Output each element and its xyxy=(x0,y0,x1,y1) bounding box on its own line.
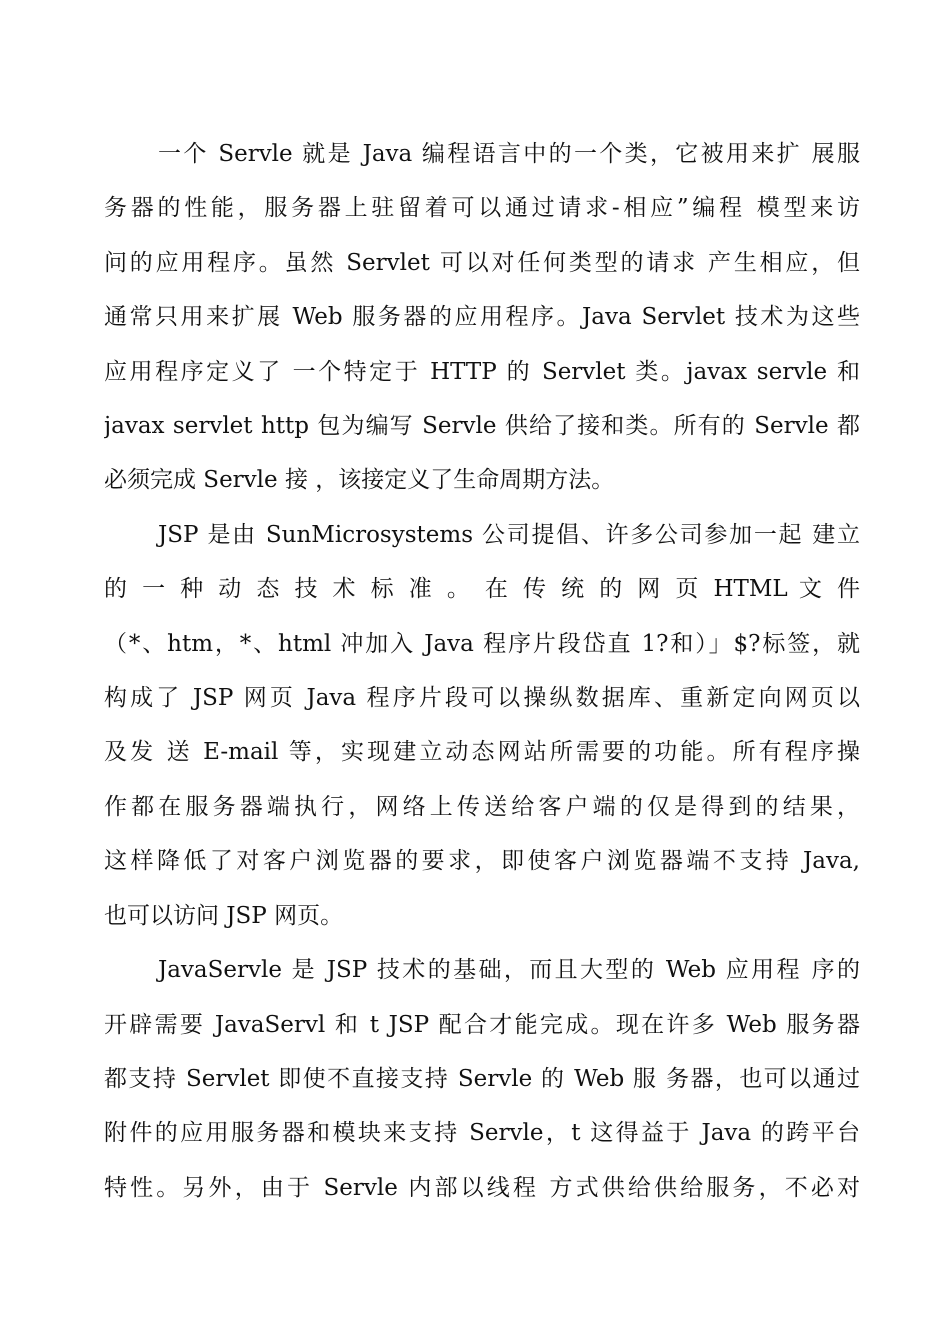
text-line: JavaServle 是 JSP 技术的基础，而且大型的 Web 应用程 序的 xyxy=(158,957,860,984)
document-body xyxy=(104,127,860,1215)
text-line: 开辟需要 JavaServl 和 t JSP 配合才能完成。现在许多 Web 服务器 xyxy=(104,1011,860,1038)
text-line: 这样降低了对客户浏览器的要求，即使客户浏览器端不支持 Java, xyxy=(104,848,860,875)
text-line: 都支持 Servlet 即使不直接支持 Servle 的 Web 服 务器，也可以通过 xyxy=(104,1065,860,1092)
paragraph-jsp-intro xyxy=(104,508,860,943)
text-line: 应用程序定义了 一个特定于 HTTP 的 Servlet 类。javax servle 和 xyxy=(104,358,860,385)
text-line: （*、htm，*、html 冲加入 Java 程序片段岱直 1?和）」$?标签，就 xyxy=(104,630,860,657)
text-line: 作都在服务器端执行，网络上传送给客户端的仅是得到的结果， xyxy=(104,793,860,820)
paragraph-javaservlet-basis xyxy=(104,943,860,1215)
text-line: JSP 是由 SunMicrosystems 公司提倡、许多公司参加一起 建立 xyxy=(158,521,860,548)
text-line: 特性。另外，由于 Servle 内部以线程 方式供给供给服务，不必对 xyxy=(104,1174,860,1201)
text-line: 的 一 种 动 态 技 术 标 准 。 在 传 统 的 网 页 HTML 文 件 xyxy=(104,576,860,603)
text-line: 通常只用来扩展 Web 服务器的应用程序。Java Servlet 技术为这些 xyxy=(104,304,860,331)
text-line: 附件的应用服务器和模块来支持 Servle，t 这得益于 Java 的跨平台 xyxy=(104,1120,860,1147)
paragraph-servlet-intro xyxy=(104,127,860,508)
text-line: 问的应用程序。虽然 Servlet 可以对任何类型的请求 产生相应，但 xyxy=(104,249,860,276)
text-line: javax servlet http 包为编写 Servle 供给了接和类。所有的 Servle 都 xyxy=(104,413,860,440)
text-line: 构成了 JSP 网页 Java 程序片段可以操纵数据库、重新定向网页以 xyxy=(104,685,860,712)
text-line: 及发 送 E-mail 等，实现建立动态网站所需要的功能。所有程序操 xyxy=(104,739,860,766)
text-line: 也可以访问 JSP 网页。 xyxy=(104,902,344,929)
text-line: 务器的性能，服务器上驻留着可以通过请求-相应”编程 模型来访 xyxy=(104,195,860,222)
text-line: 一个 Servle 就是 Java 编程语言中的一个类，它被用来扩 展服 xyxy=(158,141,860,167)
text-line: 必须完成 Servle 接 ，该接定义了生命周期方法。 xyxy=(104,467,615,494)
